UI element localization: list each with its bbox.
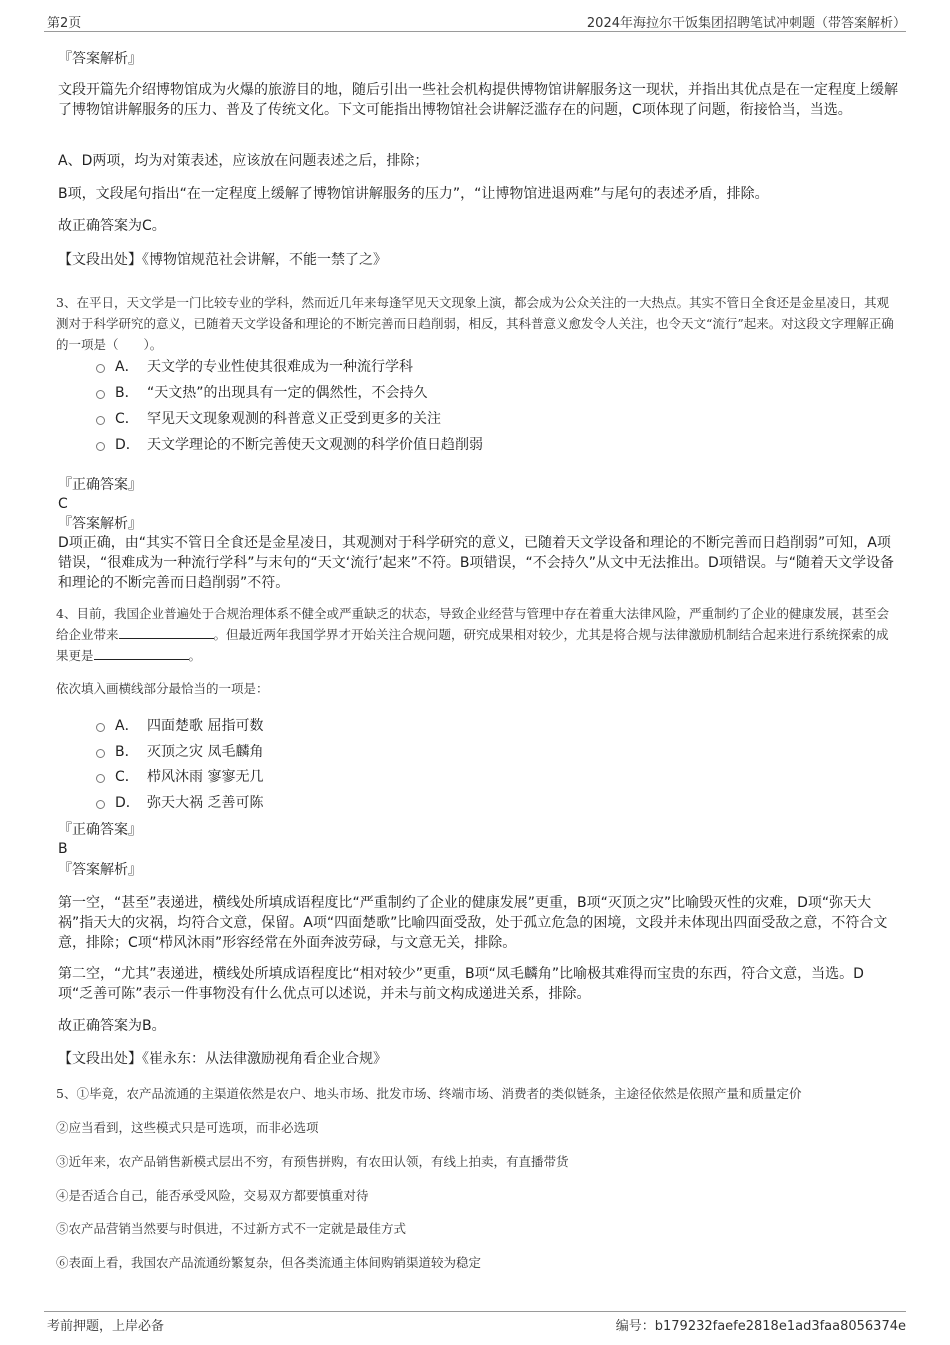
q5-item-6: ⑥表面上看，我国农产品流通纷繁复杂，但各类流通主体间购销渠道较为稳定	[56, 1255, 482, 1270]
q4-correct-label: 『正确答案』	[58, 822, 142, 838]
q4-stem	[56, 603, 898, 666]
q4-stem-part-2: 。但最近两年我国学界才开始关注合规问题，研究成果相对较少，尤其是将合规与法律激励机制结合起来进行系统探索的成果更是	[56, 627, 889, 663]
q3-analysis-label: 『答案解析』	[58, 516, 142, 532]
option-text: “天文热”的出现具有一定的偶然性，不会持久	[147, 385, 428, 401]
radio-icon[interactable]	[96, 800, 105, 809]
option-letter: D．	[115, 795, 140, 811]
q4-option-d[interactable]	[96, 791, 263, 813]
q4-option-c[interactable]	[96, 765, 263, 787]
q3-option-b[interactable]	[96, 381, 428, 403]
document-code: 编号：b179232faefe2818e1ad3faa8056374e	[615, 1319, 906, 1334]
option-text: 弥天大祸 乏善可陈	[147, 795, 264, 811]
q3-option-a[interactable]	[96, 355, 413, 377]
option-letter: A．	[115, 359, 139, 375]
q4-analysis-conclusion: 故正确答案为B。	[58, 1018, 166, 1034]
q3-correct-answer: C	[58, 496, 68, 512]
option-letter: C．	[115, 411, 139, 427]
q5-item-5: ⑤农产品营销当然要与时俱进，不过新方式不一定就是最佳方式	[56, 1221, 407, 1236]
q4-option-b[interactable]	[96, 740, 263, 762]
option-text: 四面楚歌 屈指可数	[147, 718, 264, 734]
radio-icon[interactable]	[96, 390, 105, 399]
q4-prompt: 依次填入画横线部分最恰当的一项是：	[56, 681, 269, 696]
q3-analysis: D项正确，由“其实不管日全食还是金星凌日，其观测对于科学研究的意义，已随着天文学设备和理论的不断完善而日趋削弱”可知，A项错误，“很难成为一种流行学科”与末句的“天文‘流行’起来”不符。B项错误，“不会持久”从文中无法推出。D项错误。与“随着天文学设备和理论的不断完善而日趋削弱”不符。	[58, 535, 895, 591]
option-text: 灭顶之灾 凤毛麟角	[147, 744, 264, 760]
option-text: 天文学的专业性使其很难成为一种流行学科	[147, 359, 413, 375]
q5-item-2: ②应当看到，这些模式只是可选项，而非必选项	[56, 1120, 319, 1135]
q4-analysis-label: 『答案解析』	[58, 862, 142, 878]
q4-stem-part-1: 4、目前，我国企业普遍处于合规治理体系不健全或严重缺乏的状态，导致企业经营与管理中存在着重大法律风险，严重制约了企业的健康发展，甚至会给企业带来	[56, 606, 889, 642]
q3-option-d[interactable]	[96, 433, 483, 455]
q2-source: 【文段出处】《博物馆规范社会讲解，不能一禁了之》	[58, 252, 387, 268]
q2-analysis-label: 『答案解析』	[58, 51, 142, 67]
q4-analysis-paragraph-1: 第一空，“甚至”表递进，横线处所填成语程度比“严重制约了企业的健康发展”更重，B项“灭顶之灾”比喻毁灭性的灾难，D项“弥天大祸”指天大的灾祸，均符合文意，保留。A项“四面楚歌”比喻四面受敌，处于孤立危急的困境，文段并未体现出四面受敌之意，不符合文意，排除；C项“栉风沐雨”形容经常在外面奔波劳碌，与文意无关，排除。	[58, 895, 888, 951]
radio-icon[interactable]	[96, 723, 105, 732]
radio-icon[interactable]	[96, 774, 105, 783]
document-title: 2024年海拉尔干饭集团招聘笔试冲刺题（带答案解析）	[586, 16, 906, 31]
option-letter: B．	[115, 385, 139, 401]
q4-analysis-paragraph-2: 第二空，“尤其”表递进，横线处所填成语程度比“相对较少”更重，B项“凤毛麟角”比喻极其难得而宝贵的东西，符合文意，当选。D项“乏善可陈”表示一件事物没有什么优点可以述说，并未与前文构成递进关系，排除。	[58, 966, 864, 1002]
q5-item-1: 5、①毕竟，农产品流通的主渠道依然是农户、地头市场、批发市场、终端市场、消费者的类似链条，主途径依然是依照产量和质量定价	[56, 1086, 802, 1101]
q2-analysis-paragraph-3: B项，文段尾句指出“在一定程度上缓解了博物馆讲解服务的压力”，“让博物馆进退两难”与尾句的表述矛盾，排除。	[58, 186, 769, 202]
q5-item-4: ④是否适合自己，能否承受风险，交易双方都要慎重对待	[56, 1188, 369, 1203]
q3-option-c[interactable]	[96, 407, 441, 429]
q3-correct-label: 『正确答案』	[58, 477, 142, 493]
option-letter: C．	[115, 769, 139, 785]
q4-option-a[interactable]	[96, 714, 263, 736]
q4-blank-1	[119, 626, 214, 639]
q2-analysis-conclusion: 故正确答案为C。	[58, 218, 166, 234]
q3-stem: 3、在平日，天文学是一门比较专业的学科，然而近几年来每逢罕见天文现象上演，都会成为公众关注的一大热点。其实不管日全食还是金星凌日，其观测对于科学研究的意义，已随着天文学设备和理论的不断完善而日趋削弱，相反，其科普意义愈发令人关注，也令天文“流行”起来。对这段文字理解正确的一项是（ ）。	[56, 295, 894, 352]
q4-correct-answer: B	[58, 841, 68, 857]
q4-source: 【文段出处】《崔永东：从法律激励视角看企业合规》	[58, 1051, 387, 1067]
q2-analysis-paragraph-2: A、D两项，均为对策表述，应该放在问题表述之后，排除；	[58, 153, 429, 169]
radio-icon[interactable]	[96, 442, 105, 451]
option-letter: B．	[115, 744, 139, 760]
q4-blank-2	[94, 647, 189, 660]
radio-icon[interactable]	[96, 749, 105, 758]
page-number: 第2页	[47, 16, 82, 31]
footer-slogan: 考前押题，上岸必备	[47, 1319, 165, 1334]
radio-icon[interactable]	[96, 416, 105, 425]
option-letter: D．	[115, 437, 140, 453]
option-text: 罕见天文现象观测的科普意义正受到更多的关注	[147, 411, 441, 427]
option-text: 栉风沐雨 寥寥无几	[147, 769, 264, 785]
footer-divider	[44, 1311, 906, 1312]
q2-analysis-paragraph-1: 文段开篇先介绍博物馆成为火爆的旅游目的地，随后引出一些社会机构提供博物馆讲解服务这一现状，并指出其优点是在一定程度上缓解了博物馆讲解服务的压力、普及了传统文化。下文可能指出博物馆社会讲解泛滥存在的问题，C项体现了问题，衔接恰当，当选。	[58, 82, 898, 118]
q4-stem-part-3: 。	[188, 648, 202, 663]
radio-icon[interactable]	[96, 364, 105, 373]
q5-item-3: ③近年来，农产品销售新模式层出不穷，有预售拼购，有农田认领，有线上拍卖，有直播带货	[56, 1154, 569, 1169]
option-letter: A．	[115, 718, 139, 734]
header-divider	[44, 31, 906, 32]
option-text: 天文学理论的不断完善使天文观测的科学价值日趋削弱	[147, 437, 483, 453]
